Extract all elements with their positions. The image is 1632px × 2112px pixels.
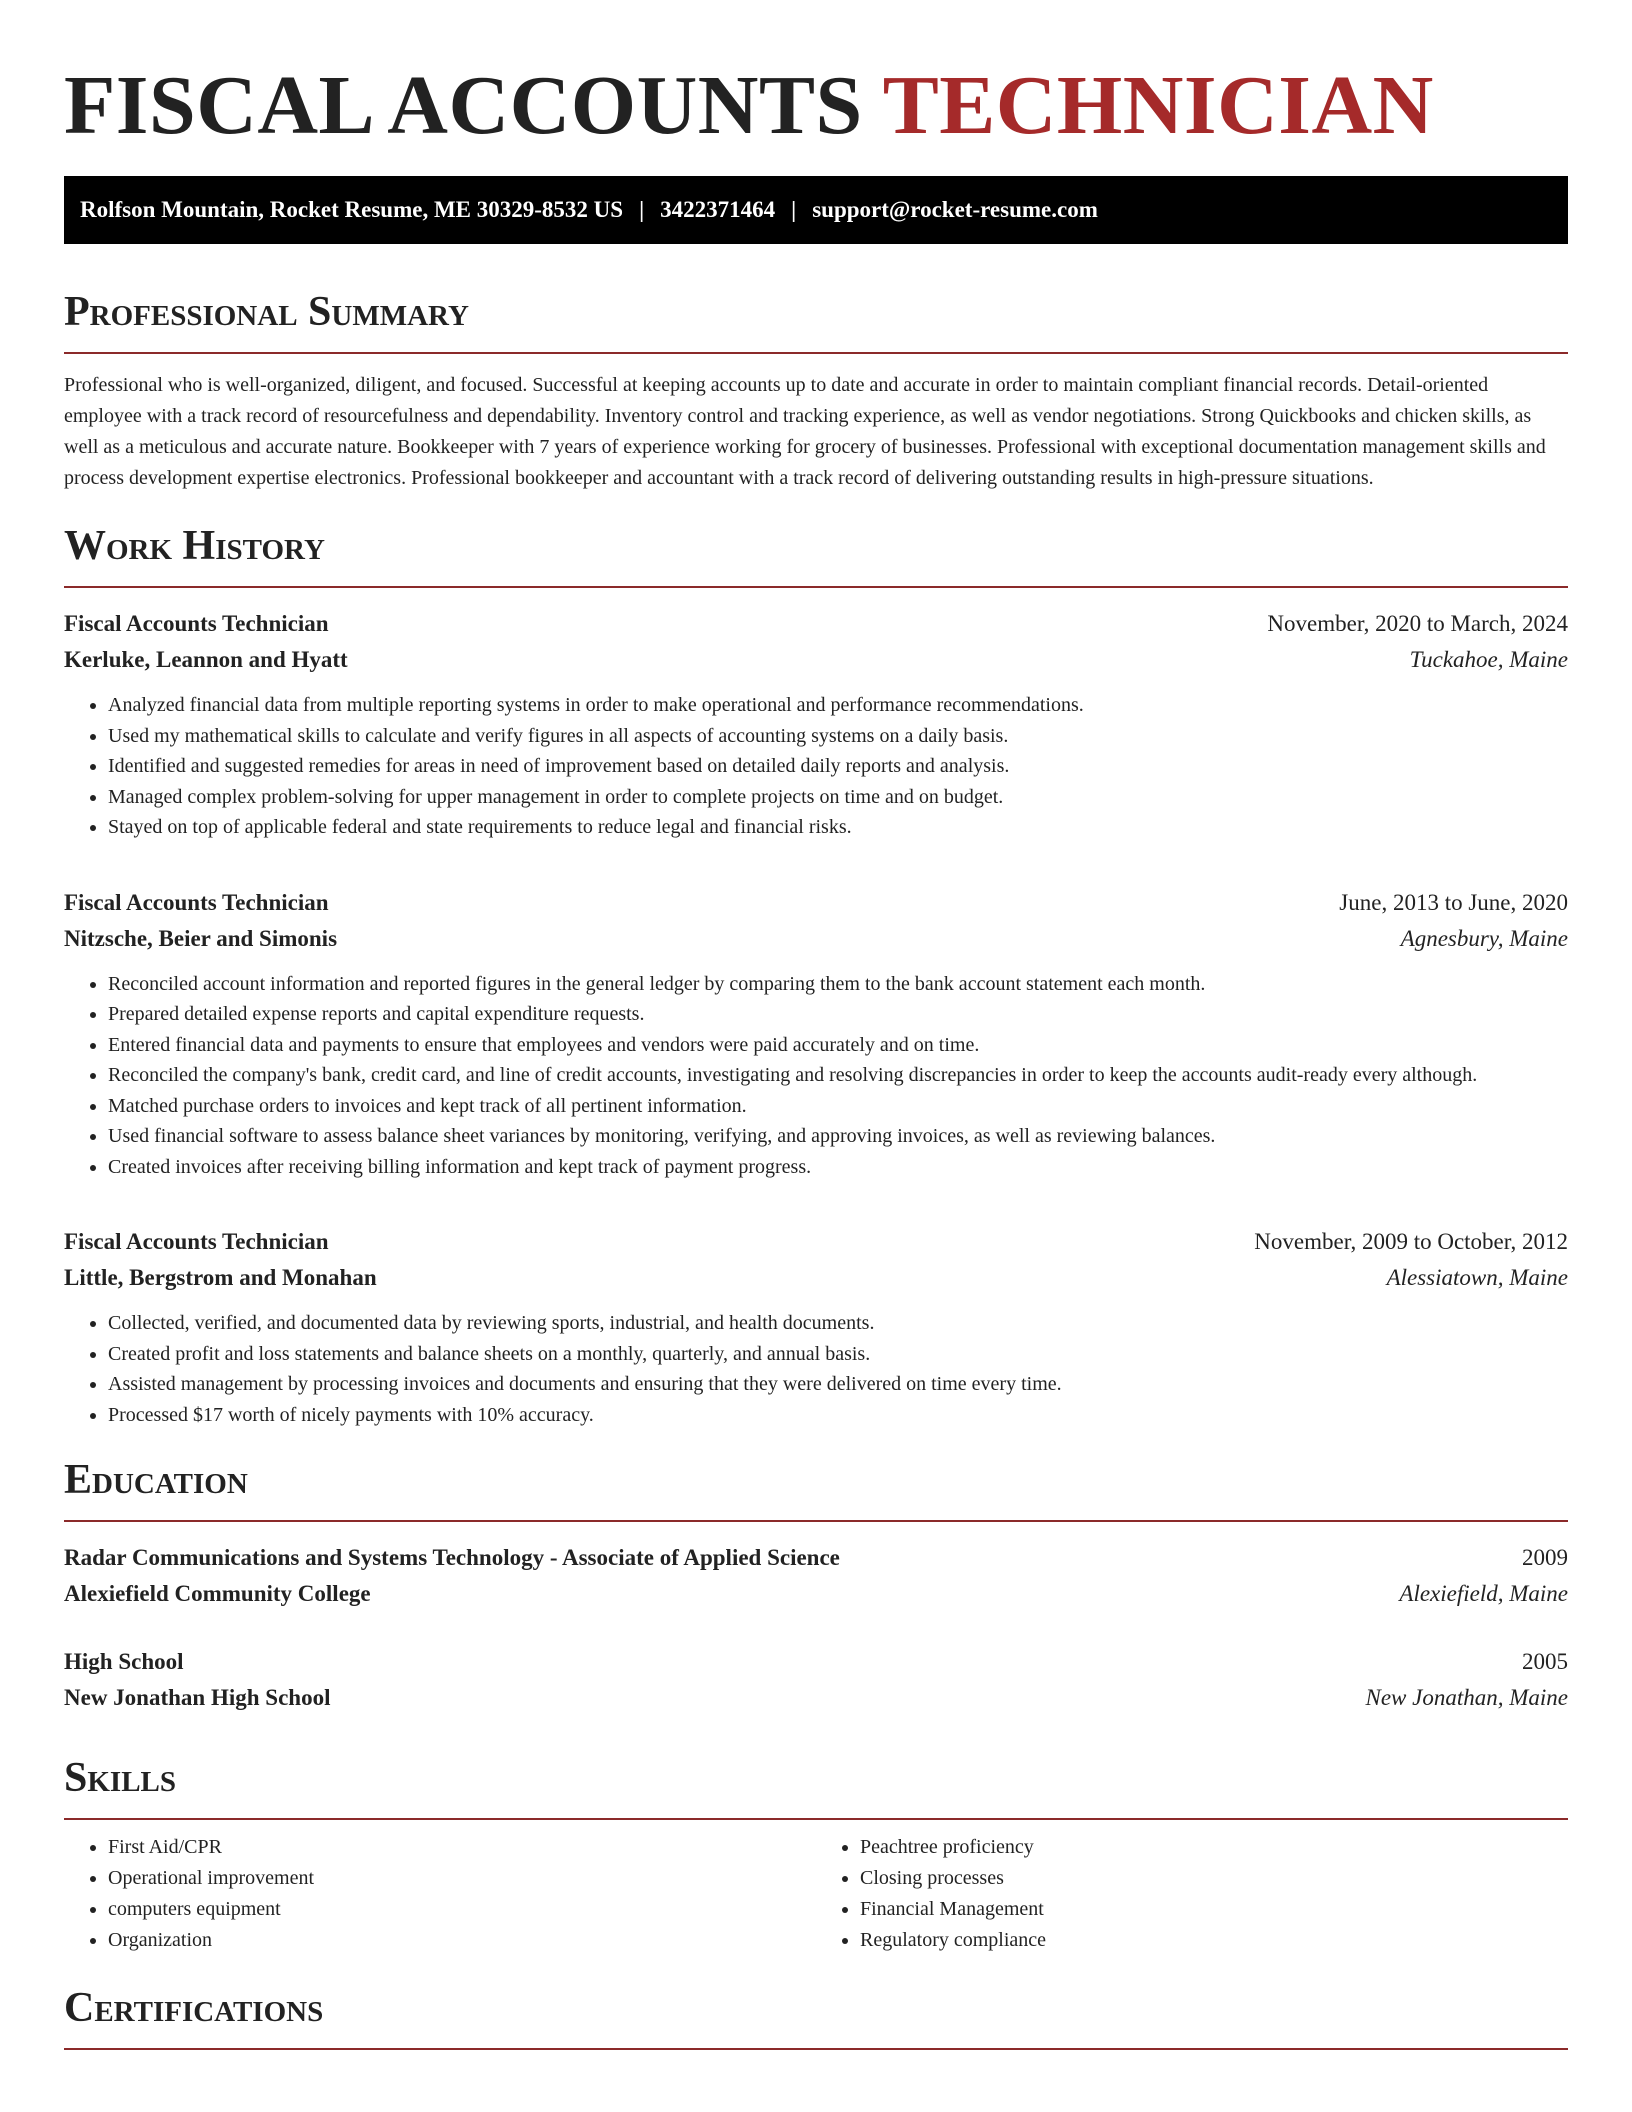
job-role: Fiscal Accounts Technician [64,611,329,636]
skills-columns [64,1832,1568,1956]
job-company: Kerluke, Leannon and Hyatt [64,647,348,672]
skills-list-left [64,1832,816,1956]
contact-separator: | [639,197,645,222]
skill-item: • Closing processes [860,1863,1568,1894]
skill-item: • Operational improvement [108,1863,816,1894]
contact-separator: | [791,197,797,222]
contact-bar [64,176,1568,244]
job-company: Nitzsche, Beier and Simonis [64,925,338,951]
contact-address: Rolfson Mountain, Rocket Resume, ME 30329-8532 US [80,197,624,222]
contact-email: support@rocket-resume.com [812,197,1098,222]
job-bullets [64,969,1568,1183]
education-location: New Jonathan, Maine [1365,1685,1568,1710]
job-bullet: • Stayed on top of applicable federal and state requirements to reduce legal and financial risks. [108,812,1568,843]
education-degree: Radar Communications and Systems Technology - Associate of Applied Science [64,1545,840,1570]
section-divider [64,352,1568,354]
job-bullet: • Assisted management by processing invoices and documents and ensuring that they were delivered on time every time. [108,1369,1568,1400]
summary-heading: Professional Summary [64,289,469,335]
education-heading: Education [64,1457,248,1503]
job-dates: November, 2020 to March, 2024 [1267,611,1568,636]
job-location: Alessiatown, Maine [1386,1265,1568,1290]
job-bullet: • Processed $17 worth of nicely payments with 10% accuracy. [108,1400,1568,1431]
education-year: 2005 [1522,1649,1568,1674]
job-bullet: • Reconciled the company's bank, credit card, and line of credit accounts, investigating and resolving discrepancies in order to keep the accounts audit-ready every although. [108,1060,1568,1091]
job-bullets [64,1308,1568,1430]
job-role: Fiscal Accounts Technician [64,1229,329,1254]
education-degree: High School [64,1649,184,1674]
name-first: FISCAL ACCOUNTS [64,59,863,152]
job-dates: November, 2009 to October, 2012 [1254,1229,1568,1254]
skill-item: • Financial Management [860,1894,1568,1925]
contact-phone: 3422371464 [660,197,776,222]
job-entry [64,1224,1568,1430]
job-entry [64,885,1568,1183]
section-divider [64,586,1568,588]
job-bullet: • Created profit and loss statements and balance sheets on a monthly, quarterly, and annual basis. [108,1339,1568,1370]
job-entry [64,606,1568,843]
job-bullet: • Prepared detailed expense reports and capital expenditure requests. [108,999,1568,1030]
section-divider [64,1818,1568,1820]
skills-heading: Skills [64,1755,177,1801]
job-role: Fiscal Accounts Technician [64,889,329,915]
education-school: New Jonathan High School [64,1685,331,1710]
education-location: Alexiefield, Maine [1399,1581,1568,1606]
resume-name [64,56,1568,156]
education-entry [64,1644,1568,1716]
job-bullets [64,690,1568,843]
job-bullet: • Used my mathematical skills to calculate and verify figures in all aspects of accounting systems on a daily basis. [108,721,1568,752]
skill-item: • Peachtree proficiency [860,1832,1568,1863]
job-bullet: • Analyzed financial data from multiple reporting systems in order to make operational and performance recommendations. [108,690,1568,721]
education-year: 2009 [1522,1545,1568,1570]
skills-list-right [816,1832,1568,1956]
certifications-heading: Certifications [64,1985,324,2031]
job-bullet: • Used financial software to assess balance sheet variances by monitoring, verifying, and approving invoices, as well as reviewing balances. [108,1121,1568,1152]
education-school: Alexiefield Community College [64,1581,371,1606]
skill-item: • Regulatory compliance [860,1925,1568,1956]
summary-text: Professional who is well-organized, diligent, and focused. Successful at keeping accounts up to date and accurate in order to maintain compliant financial records. Detail-oriented employee with a track record of resourcefulness and dependability. Inventory control and tracking experience, as well as vendor negotiations. Strong Quickbooks and chicken skills, as well as a meticulous and accurate nature. Bookkeeper with 7 years of experience working for grocery of businesses. Professional with exceptional documentation management skills and process development expertise electronics. Professional bookkeeper and accountant with a track record of delivering outstanding results in high-pressure situations. [64,374,1546,489]
job-bullet: • Entered financial data and payments to ensure that employees and vendors were paid accurately and on time. [108,1030,1568,1061]
job-company: Little, Bergstrom and Monahan [64,1265,377,1290]
job-bullet: • Created invoices after receiving billing information and kept track of payment progress. [108,1152,1568,1183]
job-dates: June, 2013 to June, 2020 [1339,889,1568,915]
job-bullet: • Collected, verified, and documented data by reviewing sports, industrial, and health documents. [108,1308,1568,1339]
name-last: TECHNICIAN [882,59,1434,152]
job-location: Tuckahoe, Maine [1409,647,1568,672]
job-bullet: • Matched purchase orders to invoices and kept track of all pertinent information. [108,1091,1568,1122]
job-location: Agnesbury, Maine [1400,925,1568,951]
skill-item: • First Aid/CPR [108,1832,816,1863]
skill-item: • Organization [108,1925,816,1956]
section-divider [64,1520,1568,1522]
education-entry [64,1540,1568,1612]
job-bullet: • Managed complex problem-solving for upper management in order to complete projects on time and on budget. [108,782,1568,813]
job-bullet: • Identified and suggested remedies for areas in need of improvement based on detailed daily reports and analysis. [108,751,1568,782]
work-history-heading: Work History [64,523,325,569]
skill-item: • computers equipment [108,1894,816,1925]
job-bullet: • Reconciled account information and reported figures in the general ledger by comparing them to the bank account statement each month. [108,969,1568,1000]
section-divider [64,2048,1568,2050]
